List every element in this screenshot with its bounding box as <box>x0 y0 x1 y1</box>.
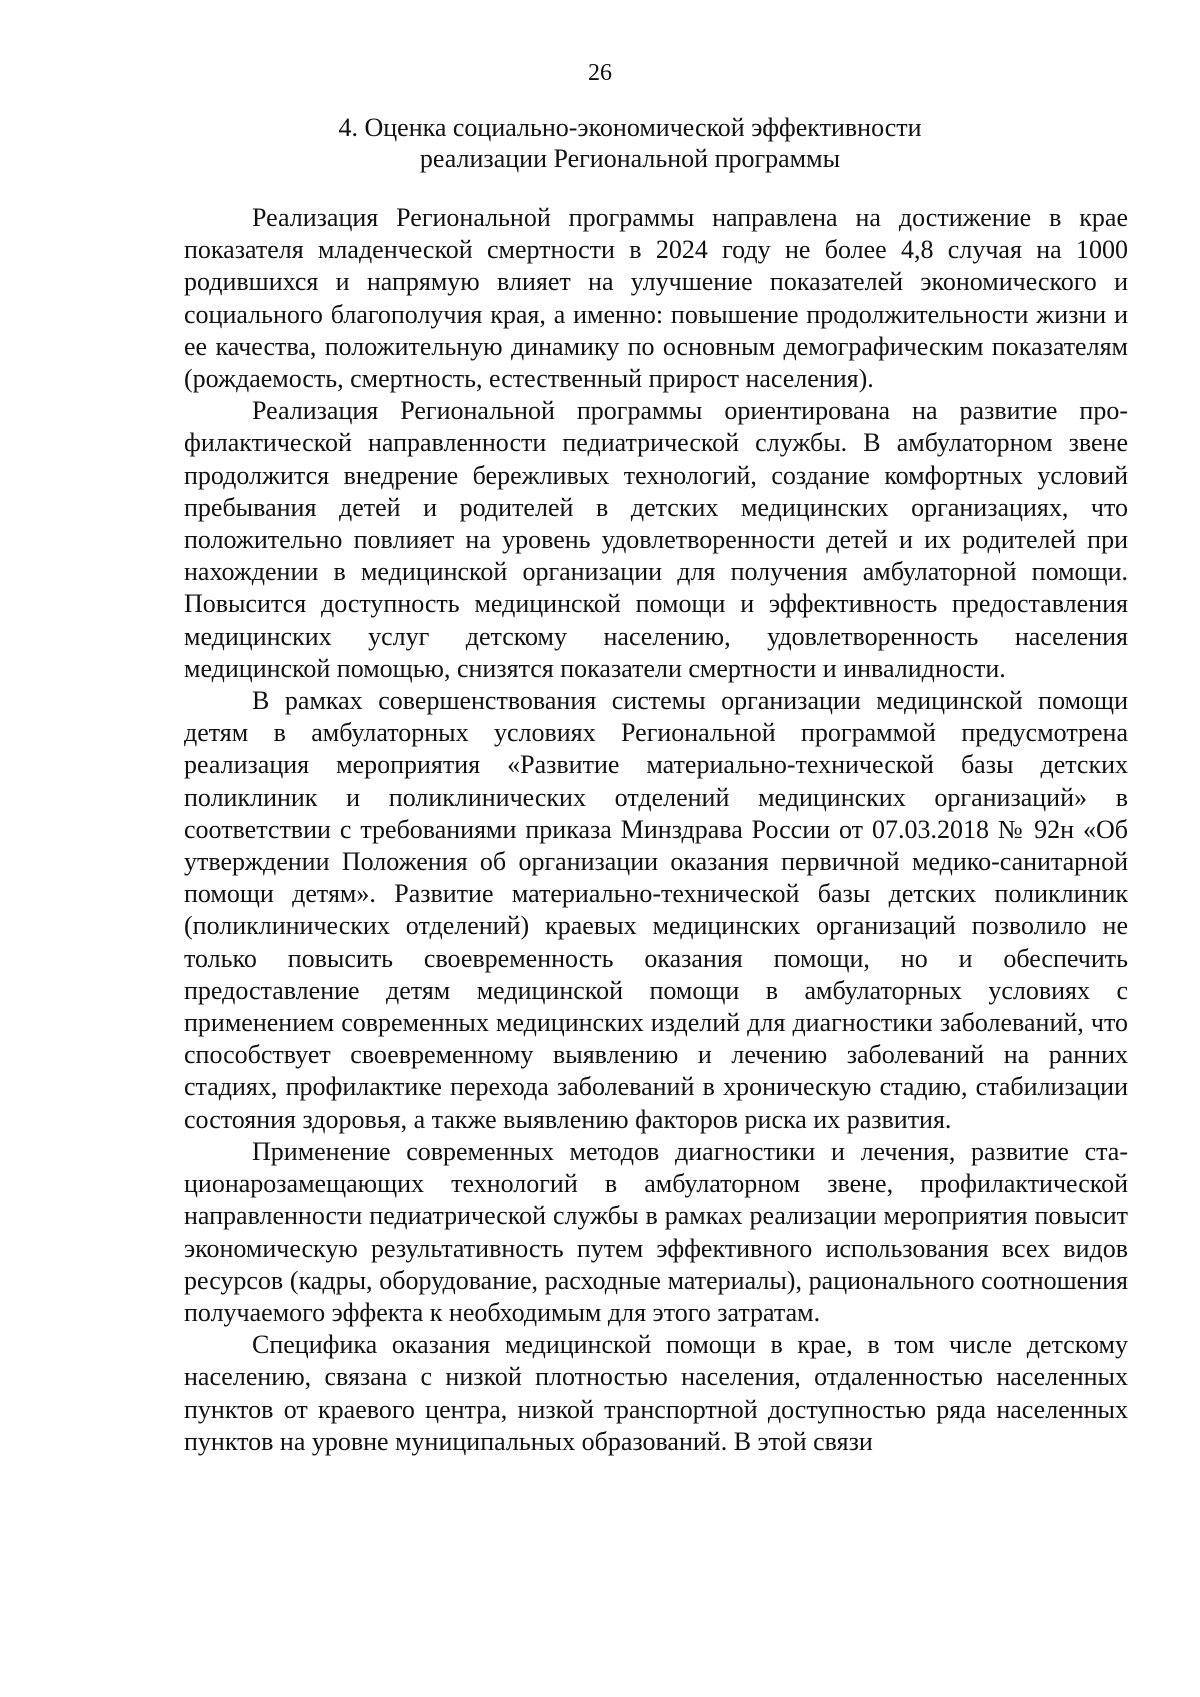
paragraph-4: Применение современных методов диагностики и лечения, развитие стационарозамещающих технологий в амбулаторном звене, профилактической направленности педиатрической службы в рамках реализации мероприятия повысит экономическую результативность путем эффективного использования всех видов ресурсов (кадры, оборудование, расходные материалы), рационального соотношения получаемого эффекта к необходимым для этого затратам. <box>184 1136 1128 1327</box>
paragraph-3: В рамках совершенствования системы организации медицинской помощи детям в амбулаторных условиях Региональной программой предусмотрена реализация мероприятия «Развитие материально-технической базы детских поликлиник и поликлинических отделений медицинских организаций» в соответствии с требованиями приказа Минздрава России от 07.03.2018 № 92н «Об утверждении Положения об организации оказания первичной медико-санитарной помощи детям». Развитие материально-технической базы детских поликлиник (поликлинических отделений) краевых медицинских организаций позволило не только повысить своевременность оказания помощи, но и обеспечить предоставление детям медицинской помощи в амбулаторных условиях с применением современных медицинских изделий для диагностики заболеваний, что способствует своевременному выявлению и лечению заболеваний на ранних стадиях, профилактике перехода заболеваний в хроническую стадию, стабилизации состояния здоровья, а также выявлению факторов риска их развития. <box>184 686 1128 1134</box>
paragraph-2: Реализация Региональной программы ориентирована на развитие профилактической направленности педиатрической службы. В амбулаторном звене продолжится внедрение бережливых технологий, создание комфортных условий пребывания детей и родителей в детских медицинских организациях, что положительно повлияет на уровень удовлетворенности детей и их родителей при нахождении в медицинской организации для получения амбулаторной помощи. Повысится доступность медицинской помощи и эффективность предоставления медицинских услуг детскому населению, удовлетворенность населения медицинской помощью, снизятся показатели смертности и инвалидности. <box>184 396 1128 683</box>
section-heading <box>190 112 1070 174</box>
body-text <box>184 202 1128 1458</box>
page-number: 26 <box>588 60 612 86</box>
paragraph-5: Специфика оказания медицинской помощи в крае, в том числе детскому населению, связана с низкой плотностью населения, отдаленностью населенных пунктов от краевого центра, низкой транспортной доступностью ряда населенных пунктов на уровне муниципальных образований. В этой связи <box>184 1330 1128 1456</box>
paragraph-1: Реализация Региональной программы направлена на достижение в крае показателя младенческой смертности в 2024 году не более 4,8 случая на 1000 родившихся и напрямую влияет на улучшение показателей экономического и социального благополучия края, а именно: повышение продолжительности жизни и ее качества, положительную динамику по основным демографическим показателям (рождаемость, смертность, естественный прирост населения). <box>184 203 1128 394</box>
section-title-line-1: 4. Оценка социально-экономической эффективности <box>338 113 922 142</box>
section-title-line-2: реализации Региональной программы <box>419 144 841 173</box>
